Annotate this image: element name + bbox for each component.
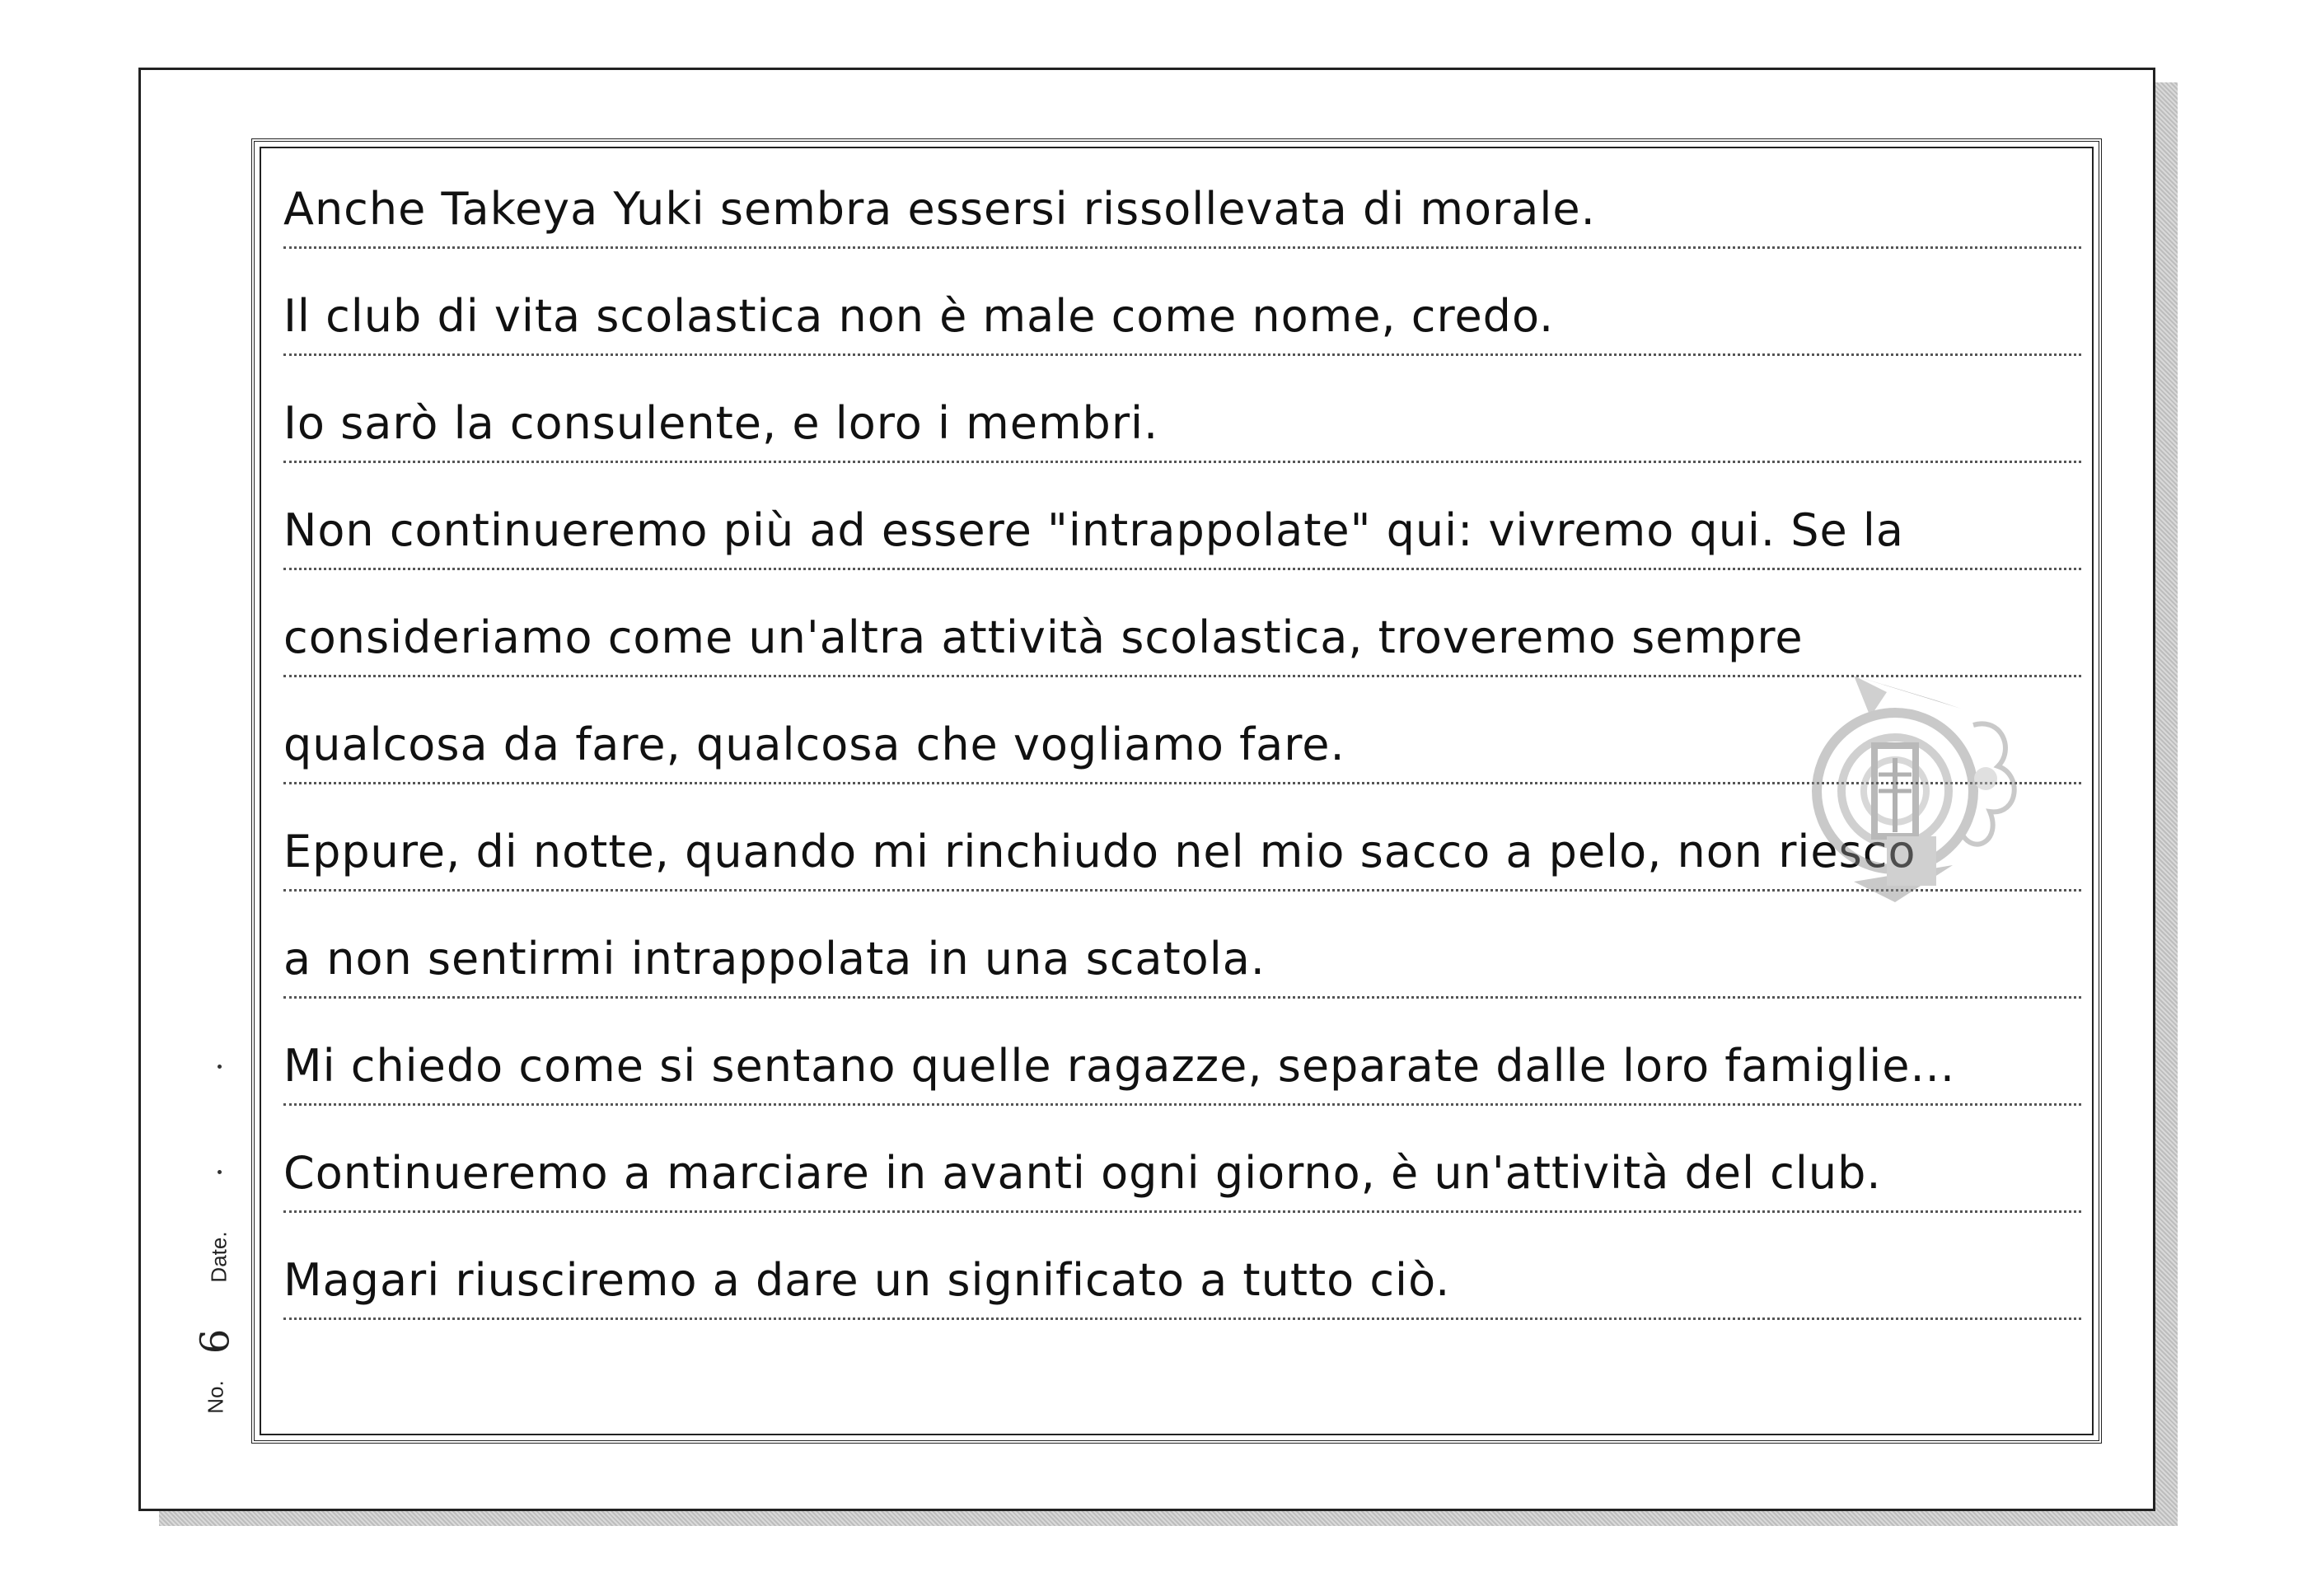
diary-line-text: qualcosa da fare, qualcosa che vogliamo fare. (283, 718, 1345, 770)
diary-line-text: Il club di vita scolastica non è male come nome, credo. (283, 290, 1555, 342)
diary-line (283, 356, 2081, 463)
diary-line (283, 463, 2081, 570)
diary-line (283, 1213, 2081, 1320)
diary-line-text: Magari riusciremo a dare un significato a tutto ciò. (283, 1254, 1451, 1306)
diary-line (283, 892, 2081, 999)
number-value: 6 (192, 1328, 239, 1355)
diary-line-text: Eppure, di notte, quando mi rinchiudo nel mio sacco a pelo, non riesco (283, 826, 1916, 878)
diary-line-empty (283, 1320, 2081, 1427)
diary-line-text: Continueremo a marciare in avanti ogni giorno, è un'attività del club. (283, 1147, 1882, 1199)
diary-line (283, 999, 2081, 1106)
diary-line-text: Mi chiedo come si sentano quelle ragazze, separate dalle loro famiglie... (283, 1040, 1955, 1092)
number-label: No. (203, 1380, 228, 1414)
date-dot-1 (218, 1065, 222, 1069)
diary-line-text: a non sentirmi intrappolata in una scatola. (283, 933, 1266, 985)
diary-line (283, 570, 2081, 677)
school-emblem-icon (1796, 667, 2027, 906)
date-label: Date. (206, 1231, 232, 1283)
diary-line (283, 249, 2081, 356)
diary-line-text: consideriamo come un'altra attività scolastica, troveremo sempre (283, 611, 1804, 663)
diary-line-text: Anche Takeya Yuki sembra essersi rissollevata di morale. (283, 183, 1596, 235)
diary-line-text: Non continueremo più ad essere "intrappolate" qui: vivremo qui. Se la (283, 504, 1905, 556)
diary-line (283, 1106, 2081, 1213)
date-dot-2 (218, 1170, 222, 1174)
diary-line (283, 142, 2081, 249)
diary-line-text: Io sarò la consulente, e loro i membri. (283, 397, 1159, 449)
